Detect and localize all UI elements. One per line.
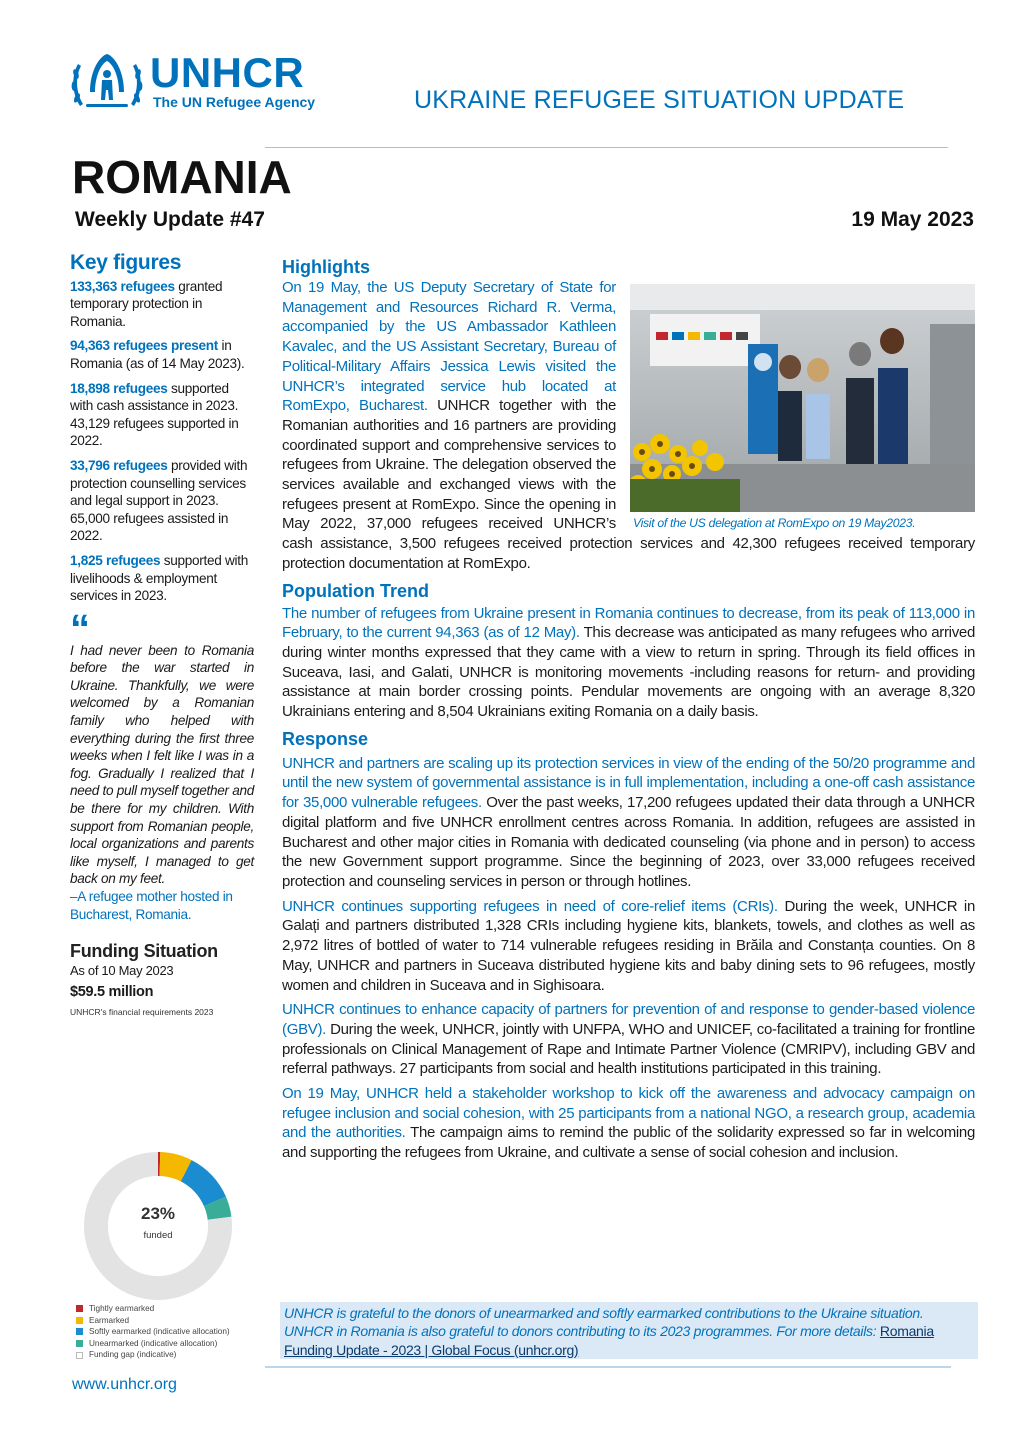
key-figure-text: supported with livelihoods & employment services in 2023. — [70, 552, 248, 604]
response-body: During the week, UNHCR, jointly with UNFPA, WHO and UNICEF, co-facilitated a training for frontline professionals on Clinical Management of Rape and Intimate Partner Violence (CMRIPV), including GBV and referral pathways. 27 participants from social and health institutions participated in this training. — [282, 1020, 975, 1078]
highlights-title: Highlights — [282, 257, 370, 277]
key-figure-item — [70, 337, 254, 372]
series-title: UKRAINE REFUGEE SITUATION UPDATE — [414, 86, 905, 114]
response-link-text[interactable]: On 19 May, UNHCR held a stakeholder workshop to kick off the awareness and advocacy campaign on refugee inclusion and social cohesion, with 25 participants from a national NGO, a research group, academia and the authorities. — [282, 1085, 975, 1142]
delegation-photo — [630, 284, 975, 530]
main-content — [282, 256, 975, 1163]
funding-title: Funding Situation — [70, 941, 218, 962]
key-figure-text: provided with protection counselling services and legal support in 2023. 65,000 refugees assisted in 2022. — [70, 457, 248, 544]
funding-update-link[interactable]: Romania Funding Update - 2023 | Global Focus (unhcr.org) — [284, 1323, 934, 1358]
response-link-text[interactable]: UNHCR and partners are scaling up its protection services in view of the ending of the 50/20 programme and until the new system of governmental assistance is in full implementation, including a one-off cash assistance for 35,000 vulnerable refugees. — [282, 754, 975, 812]
report-date: 19 May 2023 — [851, 208, 974, 231]
key-figure-item — [70, 552, 254, 605]
legend-item — [76, 1326, 276, 1338]
donor-thanks-box — [280, 1302, 978, 1359]
population-title: Population Trend — [282, 580, 429, 601]
key-figure-item — [70, 380, 254, 450]
unhcr-emblem-icon — [70, 48, 144, 114]
legend-label: Softly earmarked (indicative allocation) — [89, 1327, 230, 1337]
key-figure-value: 1,825 refugees — [70, 552, 161, 568]
legend-item — [76, 1315, 276, 1327]
legend-label: Funding gap (indicative) — [89, 1350, 177, 1360]
photo-caption: Visit of the US delegation at RomExpo on 19 May2023. — [633, 516, 916, 530]
key-figure-text: in Romania (as of 14 May 2023). — [70, 338, 245, 371]
logo-tagline: The UN Refugee Agency — [153, 94, 316, 110]
key-figure-item — [70, 278, 254, 331]
key-figure-text: granted temporary protection in Romania. — [70, 278, 223, 329]
population-paragraph — [282, 604, 975, 722]
weekly-update-label: Weekly Update #47 — [75, 208, 265, 231]
donut-svg — [78, 1146, 238, 1306]
refugee-quote: I had never been to Romania before the war started in Ukraine. Thankfully, we were welcomed by a Romanian family who helped with everything during the first three weeks when I felt like I was in a fog. Gradually I realized that I need to pull myself together and be there for my children. With support from Romanian people, local organizations and parents like myself, I managed to get back on my feet. — [70, 642, 254, 887]
funding-amount: $59.5 million — [70, 984, 154, 1001]
donor-thanks-text: UNHCR is grateful to the donors of unearmarked and softly earmarked contributions to the Ukraine situation. UNHCR in Romania is also grateful to donors contributing to its 2023 programmes. For more details: — [284, 1305, 924, 1340]
response-body: The campaign aims to remind the public of the solidarity expressed so far in welcoming and supporting the refugees from Ukraine, and cultivate a sense of social cohesion and inclusion. — [282, 1124, 976, 1162]
response-link-text[interactable]: UNHCR continues to enhance capacity of partners for prevention of and response to gender-based violence (GBV). — [282, 1001, 975, 1038]
response-paragraph — [282, 897, 975, 996]
funding-legend — [76, 1303, 276, 1361]
response-body: During the week, UNHCR in Galați and partners distributed 1,328 CRIs including hygiene kits, blankets, towels, and clothes as well as 2,972 litres of bottled of water to 714 vulnerable refugees residing in Brăila and Constanța counties. On 8 May, UNHCR and partners in Suceava distributed hygiene kits and baby dining sets to 96 refugees, mostly women and children in Suceava and in Sighisoara. — [282, 897, 975, 994]
legend-label: Earmarked — [89, 1315, 130, 1325]
legend-swatch — [76, 1305, 83, 1312]
key-figure-text: supported with cash assistance in 2023. 43,129 refugees supported in 2022. — [70, 380, 239, 449]
funding-requirements-label: UNHCR's financial requirements 2023 — [70, 1006, 214, 1017]
legend-label: Unearmarked (indicative allocation) — [89, 1338, 218, 1348]
unhcr-logo — [70, 48, 340, 114]
legend-label: Tightly earmarked — [89, 1304, 155, 1313]
population-body: This decrease was anticipated as many refugees who arrived during winter months expressed that they came with a view to return in spring. Through its field offices in Suceava, Iasi, and Galati, UNHCR is monitoring movements -including reasons for return- and providing assistance at main border crossing points. Pendular movements are ongoing with an average 8,320 Ukrainians entering and 8,504 Ukrainians exiting Romania on a daily basis. — [282, 624, 975, 721]
legend-swatch — [76, 1328, 83, 1335]
page-title: ROMANIA — [72, 151, 292, 203]
key-figure-value: 133,363 refugees — [70, 278, 175, 294]
footer-divider — [265, 1366, 951, 1368]
highlights-paragraph — [282, 278, 975, 574]
legend-item — [76, 1349, 276, 1361]
highlights-body: UNHCR together with the Romanian authorities and 16 partners are providing coordinated support and comprehensive services to refugees from Ukraine. The delegation observed the services available and exchanged views with the refugees present at RomExpo. Since the opening in May 2022, 37,000 refugees received UNHCR’s cash assistance, 3,500 refugees received protection services and 42,300 refugees received temporary protection documentation at RomExpo. — [282, 397, 975, 572]
funded-label: funded — [143, 1230, 173, 1241]
legend-swatch — [76, 1340, 83, 1347]
quote-attribution: –A refugee mother hosted in Bucharest, Romania. — [70, 889, 233, 922]
key-figure-item — [70, 457, 254, 545]
funding-donut-chart — [78, 1146, 238, 1306]
response-link-text[interactable]: UNHCR continues supporting refugees in need of core-relief items (CRIs). — [282, 897, 778, 915]
key-figure-value: 33,796 refugees — [70, 457, 168, 473]
response-body: Over the past weeks, 17,200 refugees updated their data through a UNHCR digital platform and five UNHCR enrollment centres across Romania. In addition, refugees are assisted in Bucharest and other major cities in Romania with dedicated counseling (via phone and in person) to access the new Government support programme. Since the beginning of 2023, over 33,000 refugees received protection and counseling services in person or through hotlines. — [282, 794, 976, 890]
response-title: Response — [282, 728, 369, 749]
legend-item — [76, 1338, 276, 1350]
response-paragraph — [282, 1084, 975, 1163]
legend-swatch — [76, 1352, 83, 1359]
population-link-text[interactable]: The number of refugees from Ukraine present in Romania continues to decrease, from its peak of 113,000 in February, to the current 94,363 (as of 12 May). — [282, 604, 975, 642]
logo-wordmark: UNHCR — [150, 49, 305, 96]
response-paragraph — [282, 1000, 975, 1079]
sidebar — [70, 251, 254, 1022]
key-figure-value: 94,363 refugees present — [70, 338, 219, 354]
key-figures-title: Key figures — [70, 251, 182, 274]
header-divider — [265, 147, 948, 148]
highlights-link-text[interactable]: On 19 May, the US Deputy Secretary of State for Management and Resources Richard R. Verma, accompanied by the US Ambassador Kathleen Kavalec, and the US Assistant Secretary, Bureau of Political-Military Affairs Jessica Lewis visited the UNHCR’s integrated service hub located at RomExpo, Bucharest. — [282, 279, 616, 415]
quote-mark-icon: “ — [70, 606, 90, 651]
key-figure-value: 18,898 refugees — [70, 380, 168, 396]
photo-image — [630, 284, 975, 512]
website-link[interactable]: www.unhcr.org — [72, 1376, 177, 1393]
funding-date: As of 10 May 2023 — [70, 962, 174, 978]
funded-percent: 23% — [140, 1204, 176, 1223]
donut-hole — [108, 1176, 208, 1276]
legend-swatch — [76, 1317, 83, 1324]
legend-item — [76, 1303, 276, 1315]
response-paragraph — [282, 754, 975, 892]
